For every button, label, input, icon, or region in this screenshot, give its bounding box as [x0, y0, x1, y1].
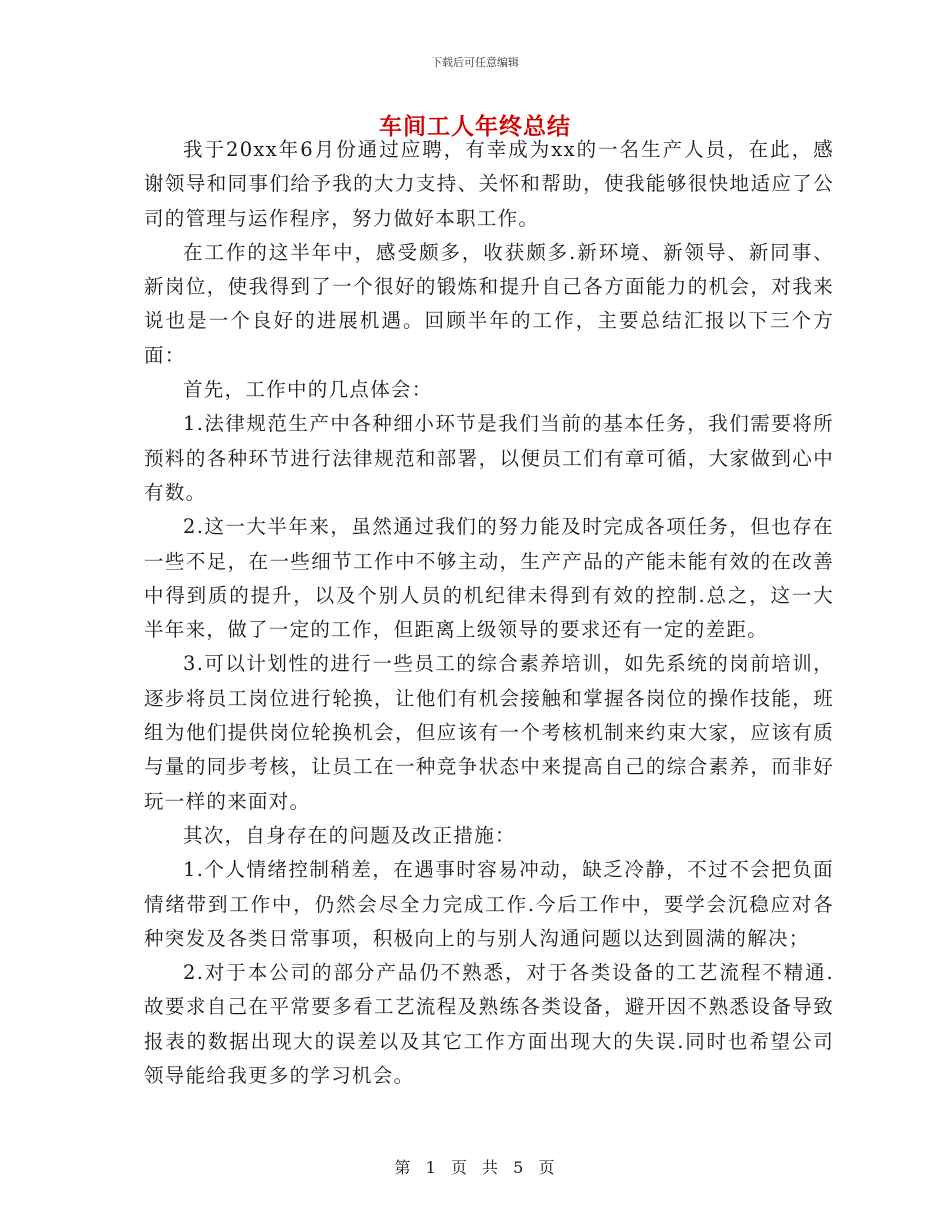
paragraph: 2.对于本公司的部分产品仍不熟悉，对于各类设备的工艺流程不精通.故要求自己在平常要多看工艺流程及熟练各类设备，避开因不熟悉设备导致报表的数据出现大的误差以及其它工作方面出现大的失误.同时也希望公司领导能给我更多的学习机会。 [144, 961, 834, 1088]
footer-page-word: 页 [450, 1158, 468, 1177]
paragraph: 在工作的这半年中，感受颇多，收获颇多.新环境、新领导、新同事、新岗位，使我得到了一个很好的锻炼和提升自己各方面能力的机会，对我来说也是一个良好的进展机遇。回顾半年的工作，主要总结汇报以下三个方面： [144, 240, 834, 367]
footer-total-word: 共 [482, 1158, 500, 1177]
paragraph: 1.个人情绪控制稍差，在遇事时容易冲动，缺乏冷静，不过不会把负面情绪带到工作中，仍然会尽全力完成工作.今后工作中，要学会沉稳应对各种突发及各类日常事项，积极向上的与别人沟通问题以达到圆满的解决； [144, 858, 834, 950]
document-body [144, 133, 834, 1093]
paragraph: 我于20xx年6月份通过应聘，有幸成为xx的一名生产人员，在此，感谢领导和同事们给予我的大力支持、关怀和帮助，使我能够很快地适应了公司的管理与运作程序，努力做好本职工作。 [144, 138, 834, 230]
total-page-count: 5 [513, 1158, 525, 1177]
paragraph: 首先，工作中的几点体会： [183, 378, 433, 402]
footer-suffix: 页 [538, 1158, 556, 1177]
paragraph: 2.这一大半年来，虽然通过我们的努力能及时完成各项任务，但也存在一些不足，在一些细节工作中不够主动，生产产品的产能未能有效的在改善中得到质的提升，以及个别人员的机纪律未得到有效的控制.总之，这一大半年来，做了一定的工作，但距离上级领导的要求还有一定的差距。 [144, 515, 834, 642]
page-header-note: 下载后可任意编辑 [431, 56, 519, 69]
current-page-number: 1 [425, 1158, 437, 1177]
paragraph: 其次，自身存在的问题及改正措施： [183, 823, 516, 847]
paragraph: 3.可以计划性的进行一些员工的综合素养培训，如先系统的岗前培训，逐步将员工岗位进行轮换，让他们有机会接触和掌握各岗位的操作技能，班组为他们提供岗位轮换机会，但应该有一个考核机制来约束大家，应该有质与量的同步考核，让员工在一种竞争状态中来提高自己的综合素养，而非好玩一样的来面对。 [144, 652, 834, 813]
paragraph: 1.法律规范生产中各种细小环节是我们当前的基本任务，我们需要将所预料的各种环节进行法律规范和部署，以便员工们有章可循，大家做到心中有数。 [144, 412, 834, 504]
page-number-footer [0, 1155, 950, 1178]
footer-prefix: 第 [394, 1158, 412, 1177]
document-title: 车间工人年终总结 [379, 113, 571, 140]
